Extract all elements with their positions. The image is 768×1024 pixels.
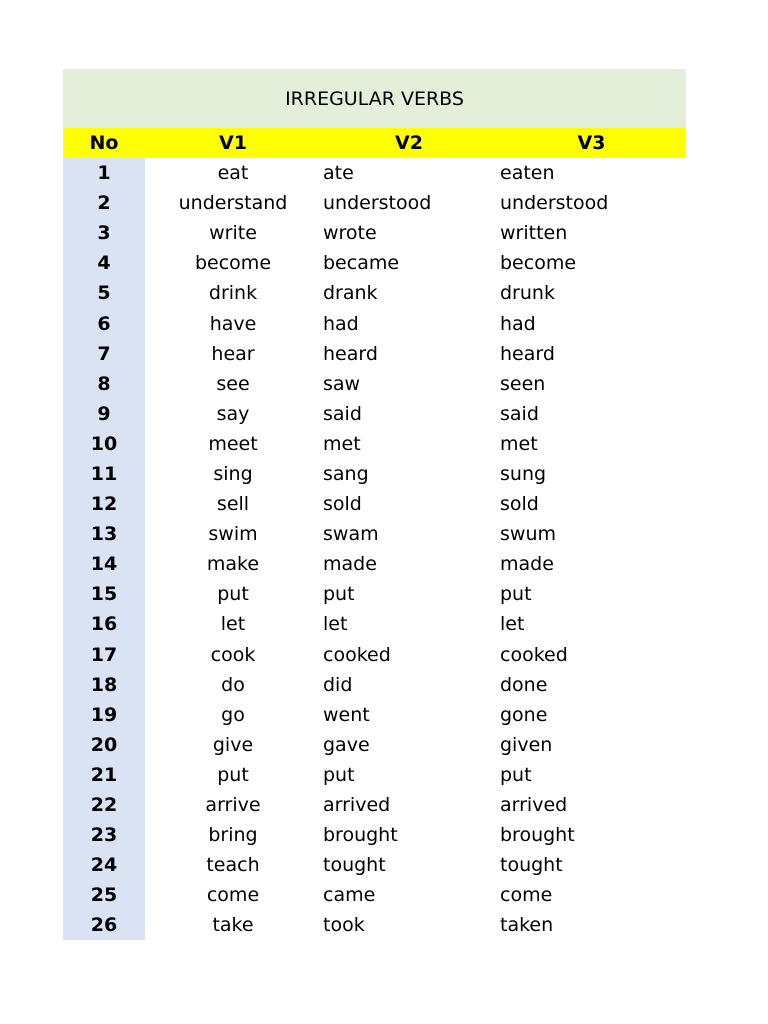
cell-v1: write: [209, 222, 257, 245]
cell-v1: go: [221, 703, 245, 726]
row-number: 23: [63, 820, 145, 850]
cell-v2: went: [323, 703, 370, 726]
table-row: [63, 549, 686, 579]
table-row: [63, 670, 686, 700]
cell-v3: swum: [500, 523, 556, 546]
row-number: 6: [63, 308, 145, 338]
cell-v2: wrote: [323, 222, 377, 245]
cell-v3: become: [500, 252, 577, 275]
cell-v3: cooked: [500, 643, 568, 666]
cell-v1: do: [221, 673, 245, 696]
cell-v2: understood: [323, 192, 432, 215]
cell-v3: sung: [500, 462, 547, 485]
cell-v2: put: [323, 763, 355, 786]
cell-v1: take: [212, 914, 254, 937]
cell-v2: sang: [323, 462, 369, 485]
cell-v2: had: [323, 312, 359, 335]
cell-v3: eaten: [500, 162, 555, 185]
cell-v1: make: [206, 553, 260, 576]
cell-v2: gave: [323, 733, 370, 756]
cell-v1: give: [212, 733, 254, 756]
table-row: [63, 519, 686, 549]
cell-v1: drink: [208, 282, 258, 305]
table-row: [63, 760, 686, 790]
cell-v2: brought: [323, 824, 398, 847]
cell-v1: hear: [211, 342, 255, 365]
table-row: [63, 399, 686, 429]
cell-v3: put: [500, 583, 532, 606]
cell-v3: had: [500, 312, 536, 335]
cell-v2: made: [323, 553, 377, 576]
table-row: [63, 429, 686, 459]
row-number: 3: [63, 218, 145, 248]
cell-v1: swim: [208, 523, 258, 546]
cell-v3: understood: [500, 192, 609, 215]
row-number: 2: [63, 188, 145, 218]
cell-v1: sing: [213, 462, 253, 485]
table-row: [63, 248, 686, 278]
row-number: 12: [63, 489, 145, 519]
cell-v3: sold: [500, 493, 539, 516]
cell-v1: see: [216, 372, 250, 395]
row-number: 18: [63, 670, 145, 700]
row-number: 9: [63, 399, 145, 429]
table-row: [63, 278, 686, 308]
table-row: [63, 489, 686, 519]
cell-v1: bring: [208, 824, 258, 847]
verb-table: [63, 69, 686, 940]
cell-v3: let: [500, 613, 525, 636]
cell-v2: met: [323, 432, 361, 455]
cell-v2: put: [323, 583, 355, 606]
table-row: [63, 790, 686, 820]
cell-v3: brought: [500, 824, 575, 847]
header-v3: V3: [577, 132, 606, 154]
cell-v2: said: [323, 402, 362, 425]
cell-v3: drunk: [500, 282, 555, 305]
table-row: [63, 339, 686, 369]
table-row: [63, 218, 686, 248]
row-number: 7: [63, 339, 145, 369]
cell-v1: meet: [208, 432, 258, 455]
cell-v1: teach: [206, 854, 260, 877]
cell-v1: put: [217, 763, 249, 786]
cell-v2: became: [323, 252, 400, 275]
cell-v2: ate: [323, 162, 354, 185]
row-number: 10: [63, 429, 145, 459]
cell-v3: gone: [500, 703, 548, 726]
row-number: 21: [63, 760, 145, 790]
row-number: 24: [63, 850, 145, 880]
header-no: No: [89, 132, 119, 154]
cell-v3: said: [500, 402, 539, 425]
table-row: [63, 820, 686, 850]
cell-v2: swam: [323, 523, 379, 546]
table-row: [63, 700, 686, 730]
row-number: 25: [63, 880, 145, 910]
cell-v2: arrived: [323, 794, 391, 817]
cell-v2: drank: [323, 282, 378, 305]
cell-v2: did: [323, 673, 353, 696]
cell-v3: given: [500, 733, 553, 756]
row-number: 20: [63, 730, 145, 760]
table-row: [63, 880, 686, 910]
cell-v3: taken: [500, 914, 554, 937]
row-number: 19: [63, 700, 145, 730]
cell-v2: saw: [323, 372, 361, 395]
row-number: 15: [63, 579, 145, 609]
row-number: 5: [63, 278, 145, 308]
row-number: 14: [63, 549, 145, 579]
cell-v2: sold: [323, 493, 362, 516]
cell-v1: put: [217, 583, 249, 606]
cell-v2: heard: [323, 342, 378, 365]
cell-v2: cooked: [323, 643, 391, 666]
table-row: [63, 188, 686, 218]
cell-v3: come: [500, 884, 553, 907]
table-row: [63, 459, 686, 489]
cell-v3: heard: [500, 342, 555, 365]
table-title-band: [63, 69, 686, 128]
cell-v3: tought: [500, 854, 563, 877]
row-number: 1: [63, 158, 145, 188]
table-row: [63, 640, 686, 670]
cell-v3: arrived: [500, 794, 568, 817]
cell-v1: arrive: [205, 794, 261, 817]
table-row: [63, 158, 686, 188]
table-row: [63, 850, 686, 880]
table-row: [63, 579, 686, 609]
table-row: [63, 910, 686, 940]
table-row: [63, 730, 686, 760]
table-row: [63, 308, 686, 338]
table-row: [63, 369, 686, 399]
row-number: 8: [63, 369, 145, 399]
cell-v3: met: [500, 432, 538, 455]
cell-v3: put: [500, 763, 532, 786]
cell-v3: seen: [500, 372, 546, 395]
table-body: [63, 158, 686, 940]
cell-v2: let: [323, 613, 348, 636]
table-title: IRREGULAR VERBS: [285, 87, 464, 110]
row-number: 22: [63, 790, 145, 820]
row-number: 16: [63, 609, 145, 639]
header-row: [63, 128, 686, 158]
cell-v3: written: [500, 222, 568, 245]
row-number: 11: [63, 459, 145, 489]
table-row: [63, 609, 686, 639]
header-v1: V1: [219, 132, 247, 154]
cell-v1: let: [220, 613, 246, 636]
header-v2: V2: [395, 132, 423, 154]
cell-v3: done: [500, 673, 548, 696]
cell-v1: say: [216, 402, 250, 425]
cell-v1: eat: [217, 162, 249, 185]
cell-v1: understand: [178, 192, 288, 215]
cell-v3: made: [500, 553, 554, 576]
cell-v1: have: [209, 312, 257, 335]
row-number: 17: [63, 640, 145, 670]
cell-v1: come: [206, 884, 260, 907]
cell-v2: came: [323, 884, 376, 907]
cell-v2: took: [323, 914, 365, 937]
cell-v1: cook: [210, 643, 256, 666]
row-number: 26: [63, 910, 145, 940]
cell-v1: become: [194, 252, 272, 275]
cell-v1: sell: [216, 493, 250, 516]
cell-v2: tought: [323, 854, 386, 877]
row-number: 13: [63, 519, 145, 549]
row-number: 4: [63, 248, 145, 278]
